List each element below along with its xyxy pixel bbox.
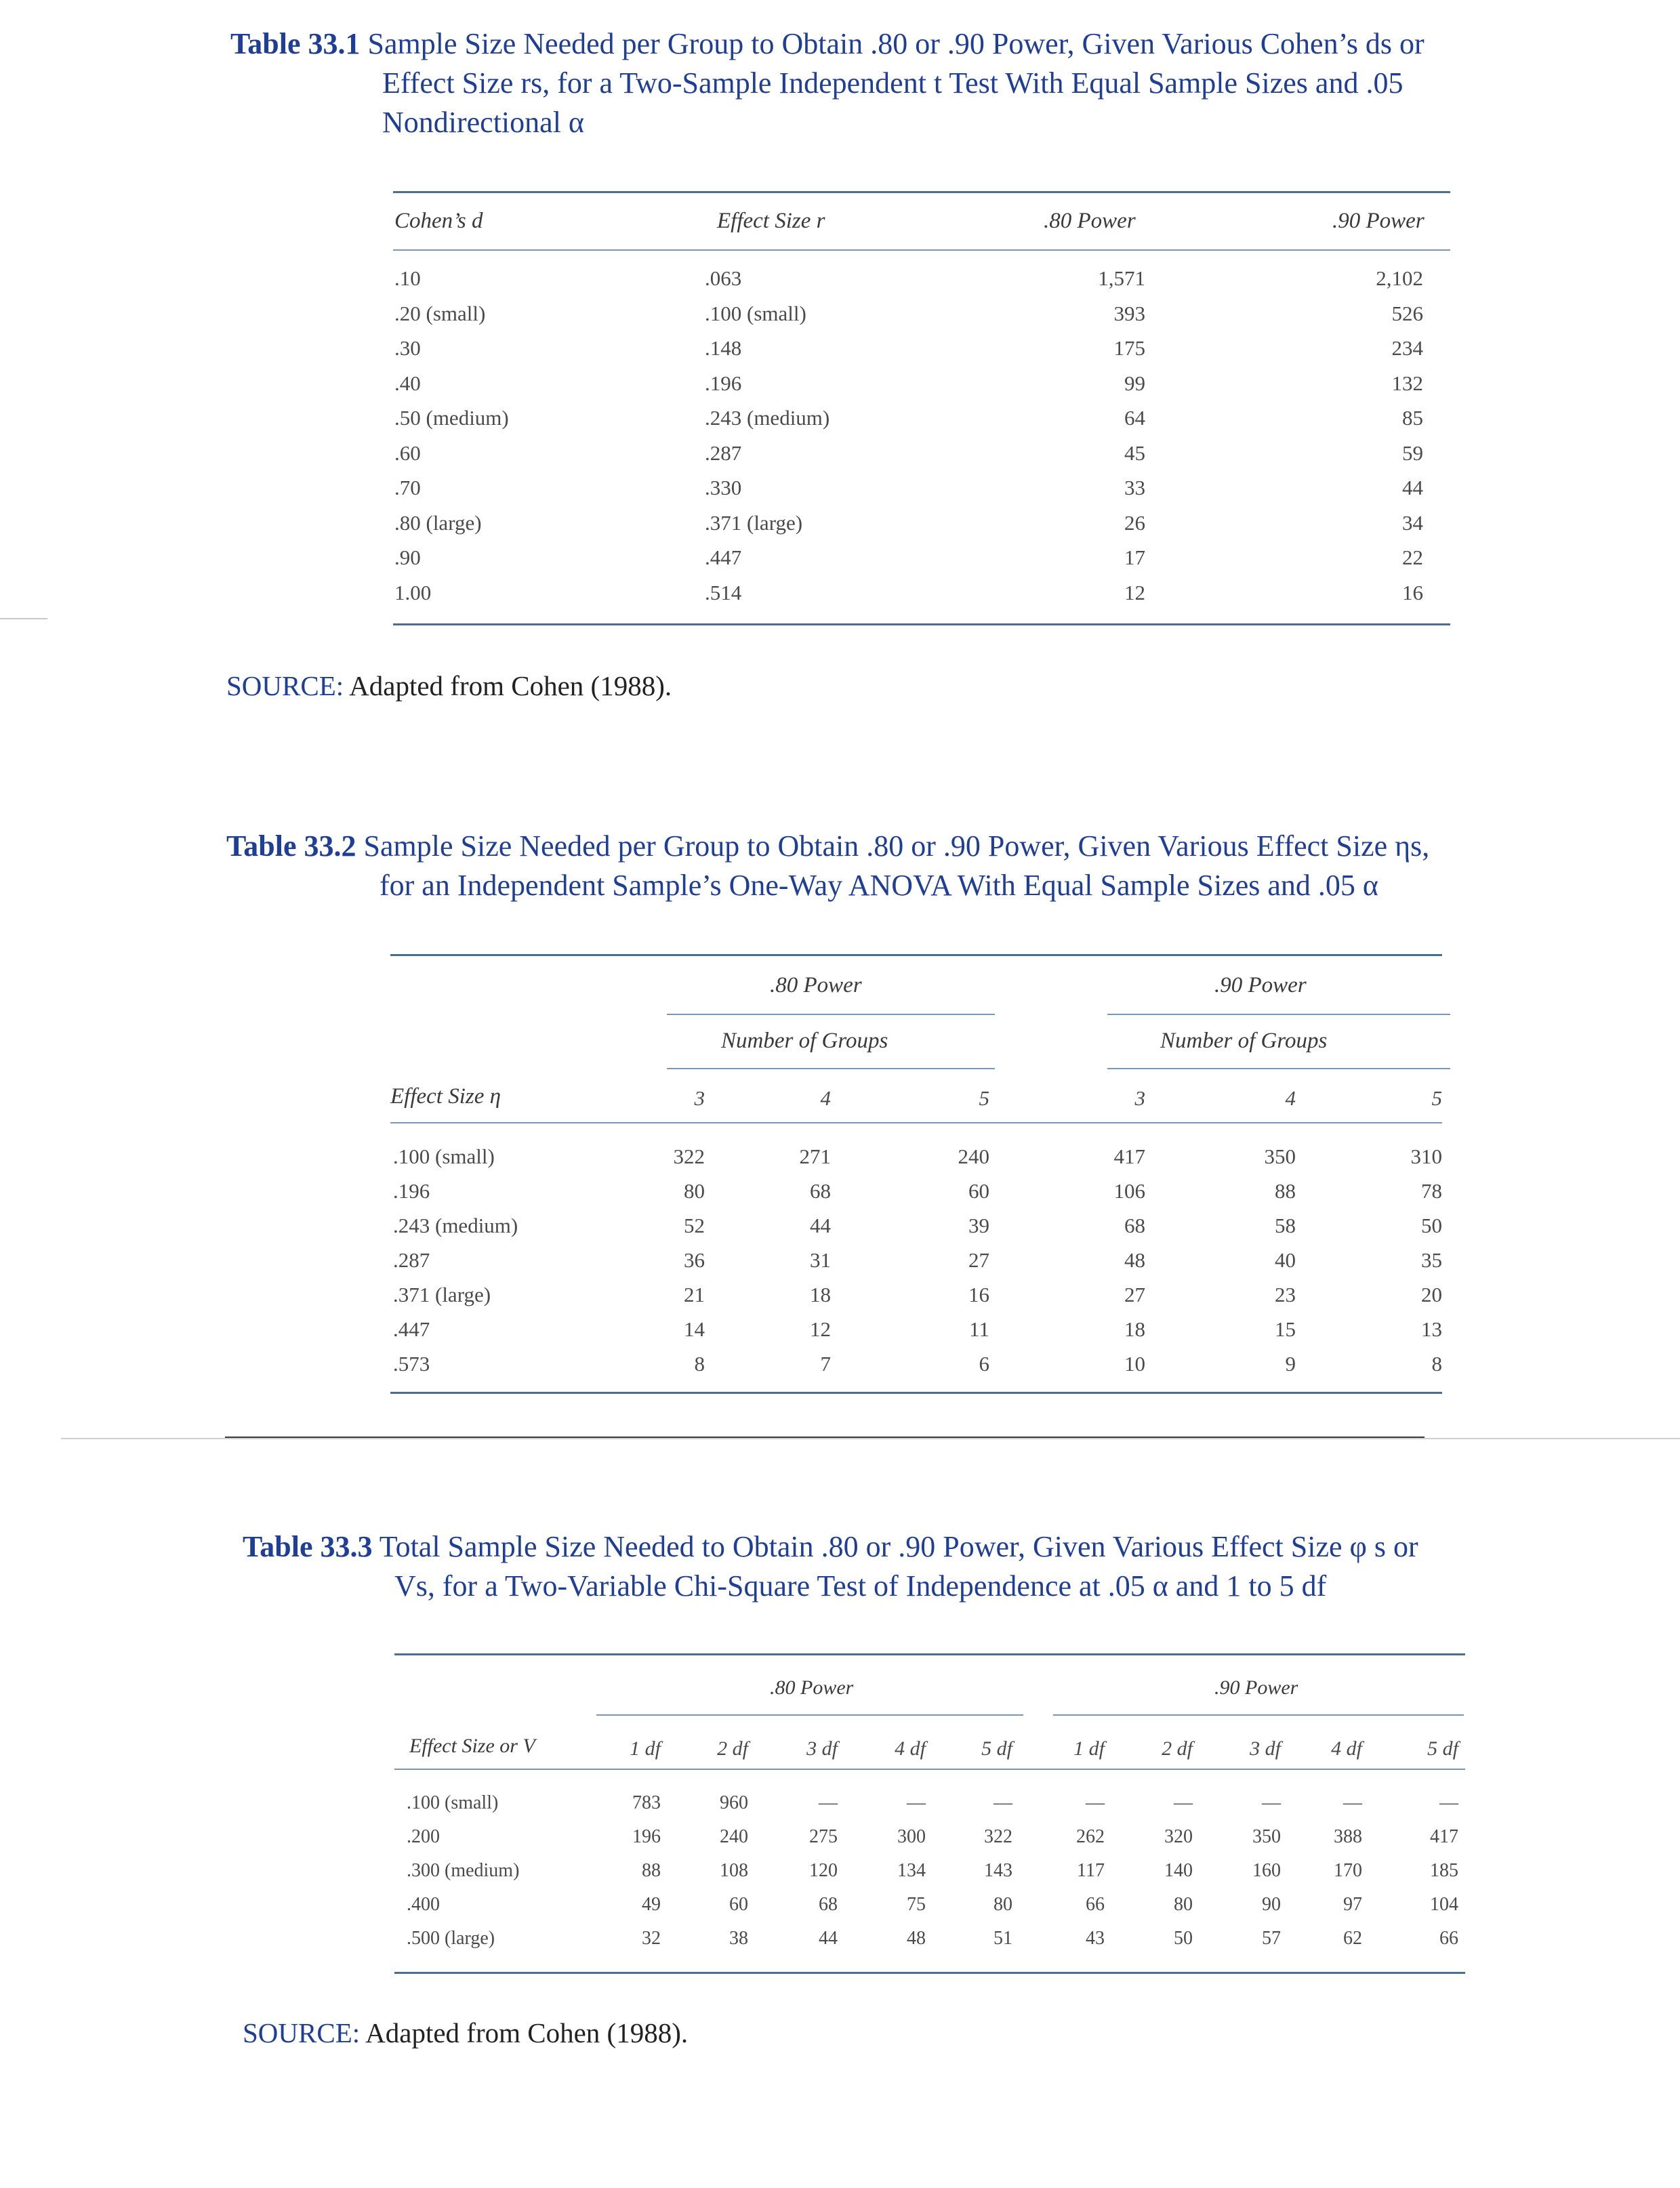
table1-cell: .243 (medium) bbox=[705, 406, 830, 430]
table3-cell: 48 bbox=[907, 1928, 926, 1949]
table1-cell: 1,571 bbox=[1098, 266, 1145, 290]
table2-cell: 11 bbox=[969, 1317, 989, 1341]
table3-cell: 108 bbox=[720, 1860, 748, 1881]
table2-row-label: .573 bbox=[393, 1352, 430, 1376]
table2-cell: 27 bbox=[1124, 1283, 1145, 1306]
table2-80-span-rule bbox=[667, 1014, 995, 1015]
table3-cell: 170 bbox=[1334, 1860, 1362, 1881]
table3-df-col-header: 5 df bbox=[981, 1737, 1012, 1760]
table3-row-header: Effect Size or V bbox=[409, 1735, 535, 1757]
table3-cell: 117 bbox=[1077, 1860, 1105, 1881]
table3-cell: 196 bbox=[632, 1826, 661, 1847]
table1-cell: 34 bbox=[1402, 510, 1423, 535]
table3-cell: — bbox=[819, 1792, 838, 1813]
table3-df-col-header: 5 df bbox=[1427, 1737, 1458, 1760]
table3-cell: 43 bbox=[1086, 1928, 1105, 1949]
table1-source-text: Adapted from Cohen (1988). bbox=[349, 670, 672, 701]
table3-cell: 960 bbox=[720, 1792, 748, 1813]
table1-cell: 393 bbox=[1113, 301, 1145, 325]
table1-cell: 2,102 bbox=[1376, 266, 1423, 290]
table3-cell: 80 bbox=[1174, 1894, 1193, 1915]
table2-cell: 271 bbox=[799, 1144, 831, 1168]
table2-row-header: Effect Size η bbox=[390, 1084, 501, 1109]
table2-80-power: .80 Power bbox=[770, 973, 862, 997]
table1-cell: 45 bbox=[1124, 440, 1145, 465]
table3-cell: 66 bbox=[1439, 1928, 1458, 1949]
table1-cell: 1.00 bbox=[394, 580, 432, 604]
table3-cell: 350 bbox=[1252, 1826, 1281, 1847]
table2-caption bbox=[226, 827, 1650, 905]
table3-cell: 97 bbox=[1343, 1894, 1362, 1915]
table1-cell: .287 bbox=[705, 440, 742, 465]
table3-cell: 49 bbox=[642, 1894, 661, 1915]
table2-cell: 240 bbox=[958, 1144, 989, 1168]
table3-df-col-header: 2 df bbox=[717, 1737, 748, 1760]
table2-cell: 12 bbox=[810, 1317, 831, 1341]
table2-cell: 21 bbox=[684, 1283, 705, 1306]
table3-cell: 38 bbox=[729, 1928, 748, 1949]
table3-cell: 160 bbox=[1252, 1860, 1281, 1881]
table1-source bbox=[226, 669, 672, 702]
table1-cell: .447 bbox=[705, 545, 742, 569]
table1-cell: .330 bbox=[705, 476, 742, 499]
table2-cell: 68 bbox=[1124, 1214, 1145, 1237]
table3-cell: — bbox=[1343, 1792, 1362, 1813]
table2-cell: 106 bbox=[1113, 1179, 1145, 1203]
table3-cell: 104 bbox=[1430, 1894, 1458, 1915]
table3-df-col-header: 3 df bbox=[1250, 1737, 1281, 1760]
table2-cell: 23 bbox=[1275, 1283, 1296, 1306]
table2-90-span-rule bbox=[1107, 1014, 1450, 1015]
table3-source-label: SOURCE: bbox=[243, 2017, 361, 2048]
table3-cell: 240 bbox=[720, 1826, 748, 1847]
table1-caption-line2: Effect Size rs, for a Two-Sample Independent t Test With Equal Sample Sizes and .05 bbox=[382, 66, 1404, 100]
table1-cell: 26 bbox=[1124, 510, 1145, 535]
table3-label: Table 33.3 bbox=[243, 1530, 373, 1563]
table2-90-power: .90 Power bbox=[1214, 973, 1307, 997]
table3-bottom-rule bbox=[394, 1972, 1465, 1974]
table3-df-col-header: 4 df bbox=[1331, 1737, 1362, 1760]
table1-header-rule bbox=[393, 249, 1450, 251]
table1-cell: .70 bbox=[394, 476, 421, 499]
page-edge-line bbox=[61, 1438, 1680, 1439]
table3-row-label: .500 (large) bbox=[407, 1928, 495, 1949]
table2-group-col-header: 4 bbox=[1285, 1086, 1296, 1110]
table2-cell: 44 bbox=[810, 1214, 831, 1237]
table2-cell: 9 bbox=[1285, 1352, 1296, 1376]
table1-cell: .514 bbox=[705, 580, 742, 604]
table2-cell: 310 bbox=[1410, 1144, 1442, 1168]
table1-cell: 16 bbox=[1402, 580, 1423, 604]
table3-cell: 262 bbox=[1076, 1826, 1105, 1847]
table2-cell: 13 bbox=[1421, 1317, 1442, 1341]
table2-row-label: .100 (small) bbox=[393, 1144, 495, 1168]
table3-cell: 322 bbox=[984, 1826, 1012, 1847]
table2-cell: 40 bbox=[1275, 1248, 1296, 1272]
table3-cell: 320 bbox=[1164, 1826, 1193, 1847]
table1-header-90-power: .90 Power bbox=[1332, 209, 1425, 233]
table3-row-label: .200 bbox=[407, 1826, 440, 1847]
table1-header-80-power: .80 Power bbox=[1044, 209, 1136, 233]
table3-cell: 62 bbox=[1343, 1928, 1362, 1949]
table2-cell: 14 bbox=[684, 1317, 705, 1341]
table1-bottom-rule bbox=[393, 623, 1450, 625]
table3-cell: — bbox=[993, 1792, 1012, 1813]
table1-cell: .148 bbox=[705, 336, 742, 360]
table1-caption-line3: Nondirectional α bbox=[382, 106, 584, 139]
table2-cell: 60 bbox=[968, 1179, 989, 1203]
table2-row-label: .243 (medium) bbox=[393, 1214, 518, 1237]
table3-80-power: .80 Power bbox=[770, 1676, 854, 1699]
table2-cell: 39 bbox=[968, 1214, 989, 1237]
table1-caption bbox=[230, 24, 1654, 142]
table3-cell: 300 bbox=[897, 1826, 926, 1847]
table2-row-label: .287 bbox=[393, 1248, 430, 1272]
table2-group-col-header: 5 bbox=[1431, 1086, 1442, 1110]
table2-group-col-header: 4 bbox=[820, 1086, 831, 1110]
table2-cell: 8 bbox=[1431, 1352, 1442, 1376]
table3-cell: 44 bbox=[819, 1928, 838, 1949]
table2-row-label: .371 (large) bbox=[393, 1283, 491, 1306]
table3-cell: 388 bbox=[1334, 1826, 1362, 1847]
table2-cell: 52 bbox=[684, 1214, 705, 1237]
table2-80-groups-rule bbox=[667, 1068, 995, 1069]
table2-cell: 417 bbox=[1113, 1144, 1145, 1168]
table1-cell: .100 (small) bbox=[705, 301, 806, 325]
table2-cell: 10 bbox=[1124, 1352, 1145, 1376]
table2-cell: 20 bbox=[1421, 1283, 1442, 1306]
table2-cell: 350 bbox=[1264, 1144, 1296, 1168]
table3-cell: 90 bbox=[1262, 1894, 1281, 1915]
table1-cell: .30 bbox=[394, 336, 421, 360]
table1-header-cohens-d: Cohen’s d bbox=[394, 209, 483, 233]
table1-cell: .063 bbox=[705, 266, 742, 290]
table3-row-label: .300 (medium) bbox=[407, 1860, 520, 1881]
table3-cell: 417 bbox=[1430, 1826, 1458, 1847]
table2-cell: 88 bbox=[1275, 1179, 1296, 1203]
table2-cell: 48 bbox=[1124, 1248, 1145, 1272]
table1-cell: .196 bbox=[705, 371, 742, 395]
table3-cell: — bbox=[1174, 1792, 1193, 1813]
table3-cell: 88 bbox=[642, 1860, 661, 1881]
table2-cell: 15 bbox=[1275, 1317, 1296, 1341]
table2-cell: 80 bbox=[684, 1179, 705, 1203]
table2-cell: 8 bbox=[694, 1352, 705, 1376]
table2-cell: 6 bbox=[979, 1352, 989, 1376]
table2-top-rule bbox=[390, 954, 1442, 956]
table1-cell: 234 bbox=[1391, 336, 1423, 360]
table1-cell: .371 (large) bbox=[705, 510, 803, 535]
table3-cell: 68 bbox=[819, 1894, 838, 1915]
table3-header-rule bbox=[394, 1769, 1465, 1770]
table2-group-col-header: 3 bbox=[1134, 1086, 1145, 1110]
table2-cell: 36 bbox=[684, 1248, 705, 1272]
table1-cell: 59 bbox=[1402, 440, 1423, 465]
table2-cell: 58 bbox=[1275, 1214, 1296, 1237]
table2-bottom-rule bbox=[390, 1392, 1442, 1394]
table3-df-col-header: 2 df bbox=[1162, 1737, 1193, 1760]
table3-top-rule bbox=[394, 1653, 1465, 1655]
table2-caption-line1: Sample Size Needed per Group to Obtain .80 or .90 Power, Given Various Effect Size ηs, bbox=[363, 829, 1430, 863]
table2-header-rule bbox=[390, 1122, 1442, 1123]
table3-df-col-header: 3 df bbox=[806, 1737, 838, 1760]
table3-caption-line2: Vs, for a Two-Variable Chi-Square Test of Independence at .05 α and 1 to 5 df bbox=[394, 1569, 1327, 1603]
table1-cell: .20 (small) bbox=[394, 301, 486, 325]
table3-cell: — bbox=[1439, 1792, 1458, 1813]
table1-cell: 44 bbox=[1402, 476, 1423, 499]
table3-90-span-rule bbox=[1053, 1714, 1464, 1716]
table2-90-groups-rule bbox=[1107, 1068, 1450, 1069]
table3-df-col-header: 4 df bbox=[895, 1737, 926, 1760]
table3-cell: 80 bbox=[993, 1894, 1012, 1915]
table3-cell: 66 bbox=[1086, 1894, 1105, 1915]
table1-cell: 85 bbox=[1402, 406, 1423, 430]
table3-caption-line1: Total Sample Size Needed to Obtain .80 or .90 Power, Given Various Effect Size φ s or bbox=[379, 1530, 1418, 1563]
table2-group-col-header: 5 bbox=[979, 1086, 989, 1110]
table1-cell: .40 bbox=[394, 371, 421, 395]
table3-cell: — bbox=[1262, 1792, 1281, 1813]
table3-row-label: .100 (small) bbox=[407, 1792, 499, 1813]
scan-mark-left bbox=[0, 618, 47, 619]
table1-top-rule bbox=[393, 191, 1450, 193]
table1-header-effect-r: Effect Size r bbox=[717, 209, 825, 233]
table3-row-label: .400 bbox=[407, 1894, 440, 1915]
table3-cell: 120 bbox=[809, 1860, 838, 1881]
table1-cell: 33 bbox=[1124, 476, 1145, 499]
table3-90-power: .90 Power bbox=[1214, 1676, 1298, 1699]
table3-source-text: Adapted from Cohen (1988). bbox=[365, 2017, 689, 2048]
table3-cell: 783 bbox=[632, 1792, 661, 1813]
table1-cell: .50 (medium) bbox=[394, 406, 509, 430]
table3-cell: 75 bbox=[907, 1894, 926, 1915]
table1-cell: .90 bbox=[394, 545, 421, 569]
table2-cell: 31 bbox=[810, 1248, 831, 1272]
table2-cell: 322 bbox=[673, 1144, 705, 1168]
table1-cell: 12 bbox=[1124, 580, 1145, 604]
table2-caption-line2: for an Independent Sample’s One-Way ANOVA With Equal Sample Sizes and .05 α bbox=[380, 869, 1378, 902]
table3-cell: 57 bbox=[1262, 1928, 1281, 1949]
table1-cell: 22 bbox=[1402, 545, 1423, 569]
table2-cell: 27 bbox=[968, 1248, 989, 1272]
table1-cell: .10 bbox=[394, 266, 421, 290]
table2-groups-label-80: Number of Groups bbox=[721, 1029, 888, 1053]
table3-cell: 60 bbox=[729, 1894, 748, 1915]
table2-cell: 16 bbox=[968, 1283, 989, 1306]
table2-cell: 68 bbox=[810, 1179, 831, 1203]
table2-groups-label-90: Number of Groups bbox=[1160, 1029, 1328, 1053]
table1-cell: 99 bbox=[1124, 371, 1145, 395]
table3-cell: — bbox=[1086, 1792, 1105, 1813]
table1-cell: 526 bbox=[1391, 301, 1423, 325]
table1-cell: 64 bbox=[1124, 406, 1145, 430]
table3-cell: 140 bbox=[1164, 1860, 1193, 1881]
table3-cell: 143 bbox=[984, 1860, 1012, 1881]
table3-cell: 32 bbox=[642, 1928, 661, 1949]
table2-cell: 7 bbox=[820, 1352, 831, 1376]
table1-caption-line1: Sample Size Needed per Group to Obtain .80 or .90 Power, Given Various Cohen’s ds or bbox=[367, 27, 1425, 60]
table3-df-col-header: 1 df bbox=[630, 1737, 661, 1760]
table2-cell: 18 bbox=[1124, 1317, 1145, 1341]
table2-cell: 18 bbox=[810, 1283, 831, 1306]
table3-cell: — bbox=[907, 1792, 926, 1813]
table2-row-label: .196 bbox=[393, 1179, 430, 1203]
table3-df-col-header: 1 df bbox=[1073, 1737, 1105, 1760]
table1-cell: 17 bbox=[1124, 545, 1145, 569]
table1-cell: .60 bbox=[394, 440, 421, 465]
table1-label: Table 33.1 bbox=[230, 27, 361, 60]
table2-group-col-header: 3 bbox=[694, 1086, 705, 1110]
table2-cell: 78 bbox=[1421, 1179, 1442, 1203]
table2-cell: 35 bbox=[1421, 1248, 1442, 1272]
table3-cell: 50 bbox=[1174, 1928, 1193, 1949]
table1-cell: 175 bbox=[1113, 336, 1145, 360]
table3-caption bbox=[243, 1527, 1666, 1606]
table3-source bbox=[243, 2017, 688, 2049]
table3-cell: 134 bbox=[897, 1860, 926, 1881]
table3-80-span-rule bbox=[596, 1714, 1023, 1716]
table1-cell: .80 (large) bbox=[394, 510, 482, 535]
table2-label: Table 33.2 bbox=[226, 829, 356, 863]
table1-source-label: SOURCE: bbox=[226, 670, 344, 701]
table2-row-label: .447 bbox=[393, 1317, 430, 1341]
table3-cell: 275 bbox=[809, 1826, 838, 1847]
table3-cell: 51 bbox=[993, 1928, 1012, 1949]
table1-cell: 132 bbox=[1391, 371, 1423, 395]
table3-cell: 185 bbox=[1430, 1860, 1458, 1881]
table2-cell: 50 bbox=[1421, 1214, 1442, 1237]
